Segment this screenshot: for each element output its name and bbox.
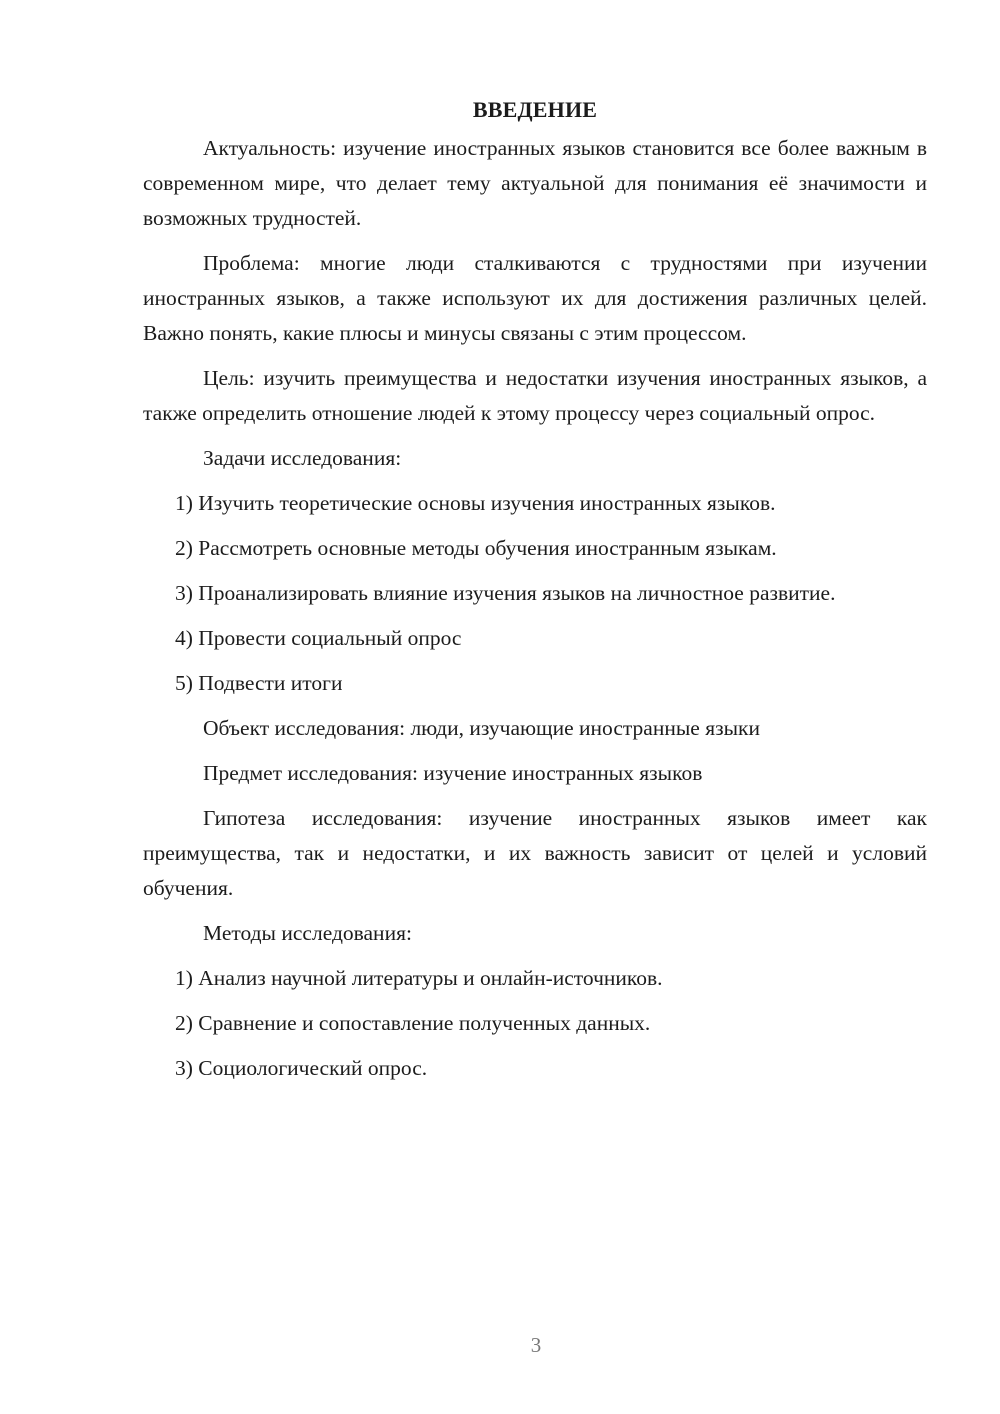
goal-paragraph: Цель: изучить преимущества и недостатки изучения иностранных языков, а также определить отношение людей к этому процессу через социальный опрос. (143, 366, 927, 425)
problem-paragraph: Проблема: многие люди сталкиваются с трудностями при изучении иностранных языков, а также используют их для достижения различных целей. Важно понять, какие плюсы и минусы связаны с этим процессом. (143, 251, 927, 345)
task-item-2: 2) Рассмотреть основные методы обучения иностранным языкам. (175, 536, 777, 560)
hypothesis-paragraph: Гипотеза исследования: изучение иностранных языков имеет как преимущества, так и недостатки, и их важность зависит от целей и условий обучения. (143, 806, 927, 900)
task-item-4: 4) Провести социальный опрос (175, 626, 462, 650)
task-item-1: 1) Изучить теоретические основы изучения иностранных языков. (175, 491, 776, 515)
object-paragraph: Объект исследования: люди, изучающие иностранные языки (203, 716, 760, 740)
method-item-1: 1) Анализ научной литературы и онлайн-источников. (175, 966, 663, 990)
method-item-3: 3) Социологический опрос. (175, 1056, 428, 1080)
task-item-5: 5) Подвести итоги (175, 671, 343, 695)
tasks-heading: Задачи исследования: (203, 446, 402, 470)
page-number: 3 (530, 1333, 542, 1357)
section-title: ВВЕДЕНИЕ (472, 97, 598, 122)
document-page (143, 92, 927, 1096)
task-item-3: 3) Проанализировать влияние изучения языков на личностное развитие. (175, 581, 836, 605)
methods-heading: Методы исследования: (203, 921, 412, 945)
subject-paragraph: Предмет исследования: изучение иностранных языков (203, 761, 703, 785)
method-item-2: 2) Сравнение и сопоставление полученных данных. (175, 1011, 651, 1035)
relevance-paragraph: Актуальность: изучение иностранных языков становится все более важным в современном мире, что делает тему актуальной для понимания её значимости и возможных трудностей. (143, 136, 927, 230)
